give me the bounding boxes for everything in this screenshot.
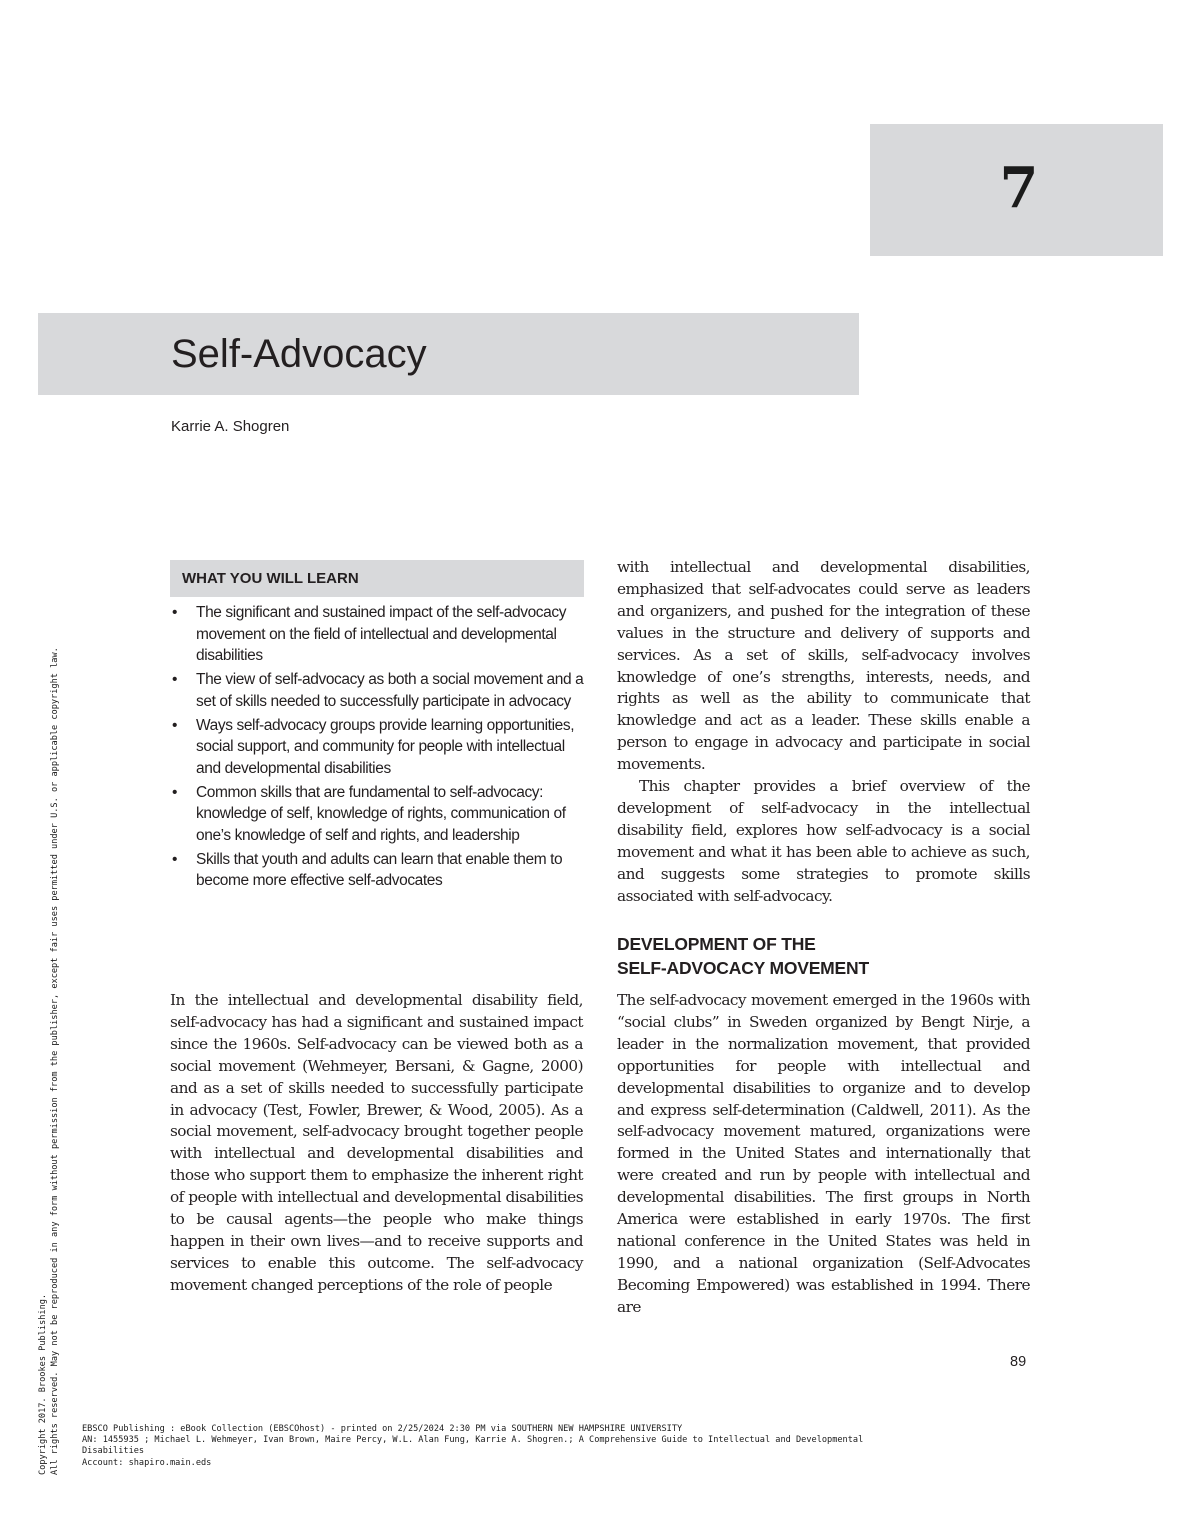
- section-heading: [617, 932, 1030, 980]
- body-paragraph: with intellectual and developmental disabilities, emphasized that self-advocates could serve as leaders and organizers, and pushed for the integration of these values in the structure and delivery of supports and services. As a set of skills, self-advocacy involves knowledge of one’s strengths, interests, needs, and rights as well as the ability to communicate that knowledge and act as a leader. These skills enable a person to engage in advocacy and participate in social movements.: [617, 558, 1030, 774]
- bullet-icon: •: [172, 671, 178, 689]
- footer-line: EBSCO Publishing : eBook Collection (EBSCOhost) - printed on 2/25/2024 2:30 PM via SOUTHERN NEW HAMPSHIRE UNIVERSITY: [82, 1424, 683, 1434]
- learn-item-text: The view of self-advocacy as both a social movement and a set of skills needed to successfully participate in advocacy: [196, 671, 584, 710]
- copyright-line: All rights reserved. May not be reproduced in any form without permission from the publisher, except fair uses permitted under U.S. or applicable copyright law.: [49, 647, 60, 1475]
- chapter-author: Karrie A. Shogren: [171, 418, 290, 435]
- bullet-icon: •: [172, 850, 178, 868]
- chapter-title: Self-Advocacy: [171, 332, 427, 376]
- page-number: 89: [1010, 1354, 1027, 1370]
- learn-item: [170, 849, 584, 892]
- footer-line: Account: shapiro.main.eds: [82, 1457, 212, 1468]
- learn-item: [170, 669, 584, 712]
- print-footer: [82, 1424, 863, 1469]
- section-heading-line: DEVELOPMENT OF THE: [617, 934, 816, 954]
- copyright-notice: [38, 415, 70, 1475]
- learn-box-header: WHAT YOU WILL LEARN: [170, 560, 584, 597]
- footer-line: Disabilities: [82, 1446, 145, 1457]
- chapter-number-box: [870, 124, 1163, 256]
- what-you-will-learn-box: [170, 560, 584, 894]
- body-paragraph: This chapter provides a brief overview of the development of self-advocacy in the intellectual disability field, explores how self-advocacy is a social movement and what it has been able to achieve as such, and suggests some strategies to promote skills associated with self-advocacy.: [617, 777, 1030, 905]
- right-column-intro: [617, 557, 1030, 908]
- body-paragraph-left: In the intellectual and developmental disability field, self-advocacy has had a significant and sustained impact since the 1960s. Self-advocacy can be viewed both as a social movement (Wehmeyer, Bersani, & Gagne, 2000) and as a set of skills needed to successfully participate in advocacy (Test, Fowler, Brewer, & Wood, 2005). As a social movement, self-advocacy brought together people with intellectual and developmental disabilities and those who support them to emphasize the inherent right of people with intellectual and developmental disabilities to be causal agents—the people who make things happen in their own lives—and to receive supports and services to enable this outcome. The self-advocacy movement changed perceptions of the role of people: [170, 991, 583, 1294]
- learn-item: [170, 782, 584, 847]
- learn-item: [170, 602, 584, 667]
- section-heading-line: SELF-ADVOCACY MOVEMENT: [617, 958, 869, 978]
- bullet-icon: •: [172, 716, 178, 734]
- learn-item-text: Ways self-advocacy groups provide learning opportunities, social support, and community for people with intellectual and developmental disabilities: [196, 716, 575, 777]
- copyright-line: Copyright 2017. Brookes Publishing.: [38, 1293, 48, 1475]
- footer-line: AN: 1455935 ; Michael L. Wehmeyer, Ivan Brown, Maire Percy, W.L. Alan Fung, Karrie A. Shogren.; A Comprehensive Guide to Intellectual and Developmental: [82, 1435, 864, 1446]
- chapter-number: 7: [999, 155, 1039, 221]
- bullet-icon: •: [172, 604, 178, 621]
- learn-list: [170, 602, 584, 892]
- bullet-icon: •: [172, 783, 178, 801]
- learn-item-text: The significant and sustained impact of the self-advocacy movement on the field of intellectual and developmental disabilities: [196, 604, 567, 665]
- body-paragraph-right: The self-advocacy movement emerged in the 1960s with “social clubs” in Sweden organized by Bengt Nirje, a leader in the normalization movement, that provided opportunities for people with intellectual and developmental disabilities to organize and to develop and express self-determination (Caldwell, 2011). As the self-advocacy movement matured, organizations were formed in the United States and internationally that were created and run by people with intellectual and developmental disabilities. The first groups in North America were established in early 1970s. The first national conference in the United States was held in 1990, and a national organization (Self-Advocates Becoming Empowered) was established in 1994. There are: [617, 991, 1030, 1316]
- learn-item: [170, 715, 584, 780]
- chapter-title-band: [38, 313, 859, 395]
- learn-item-text: Common skills that are fundamental to self-advocacy: knowledge of self, knowledge of rights, communication of one’s knowledge of self and rights, and leadership: [196, 783, 566, 845]
- learn-item-text: Skills that youth and adults can learn that enable them to become more effective self-advocates: [196, 850, 563, 890]
